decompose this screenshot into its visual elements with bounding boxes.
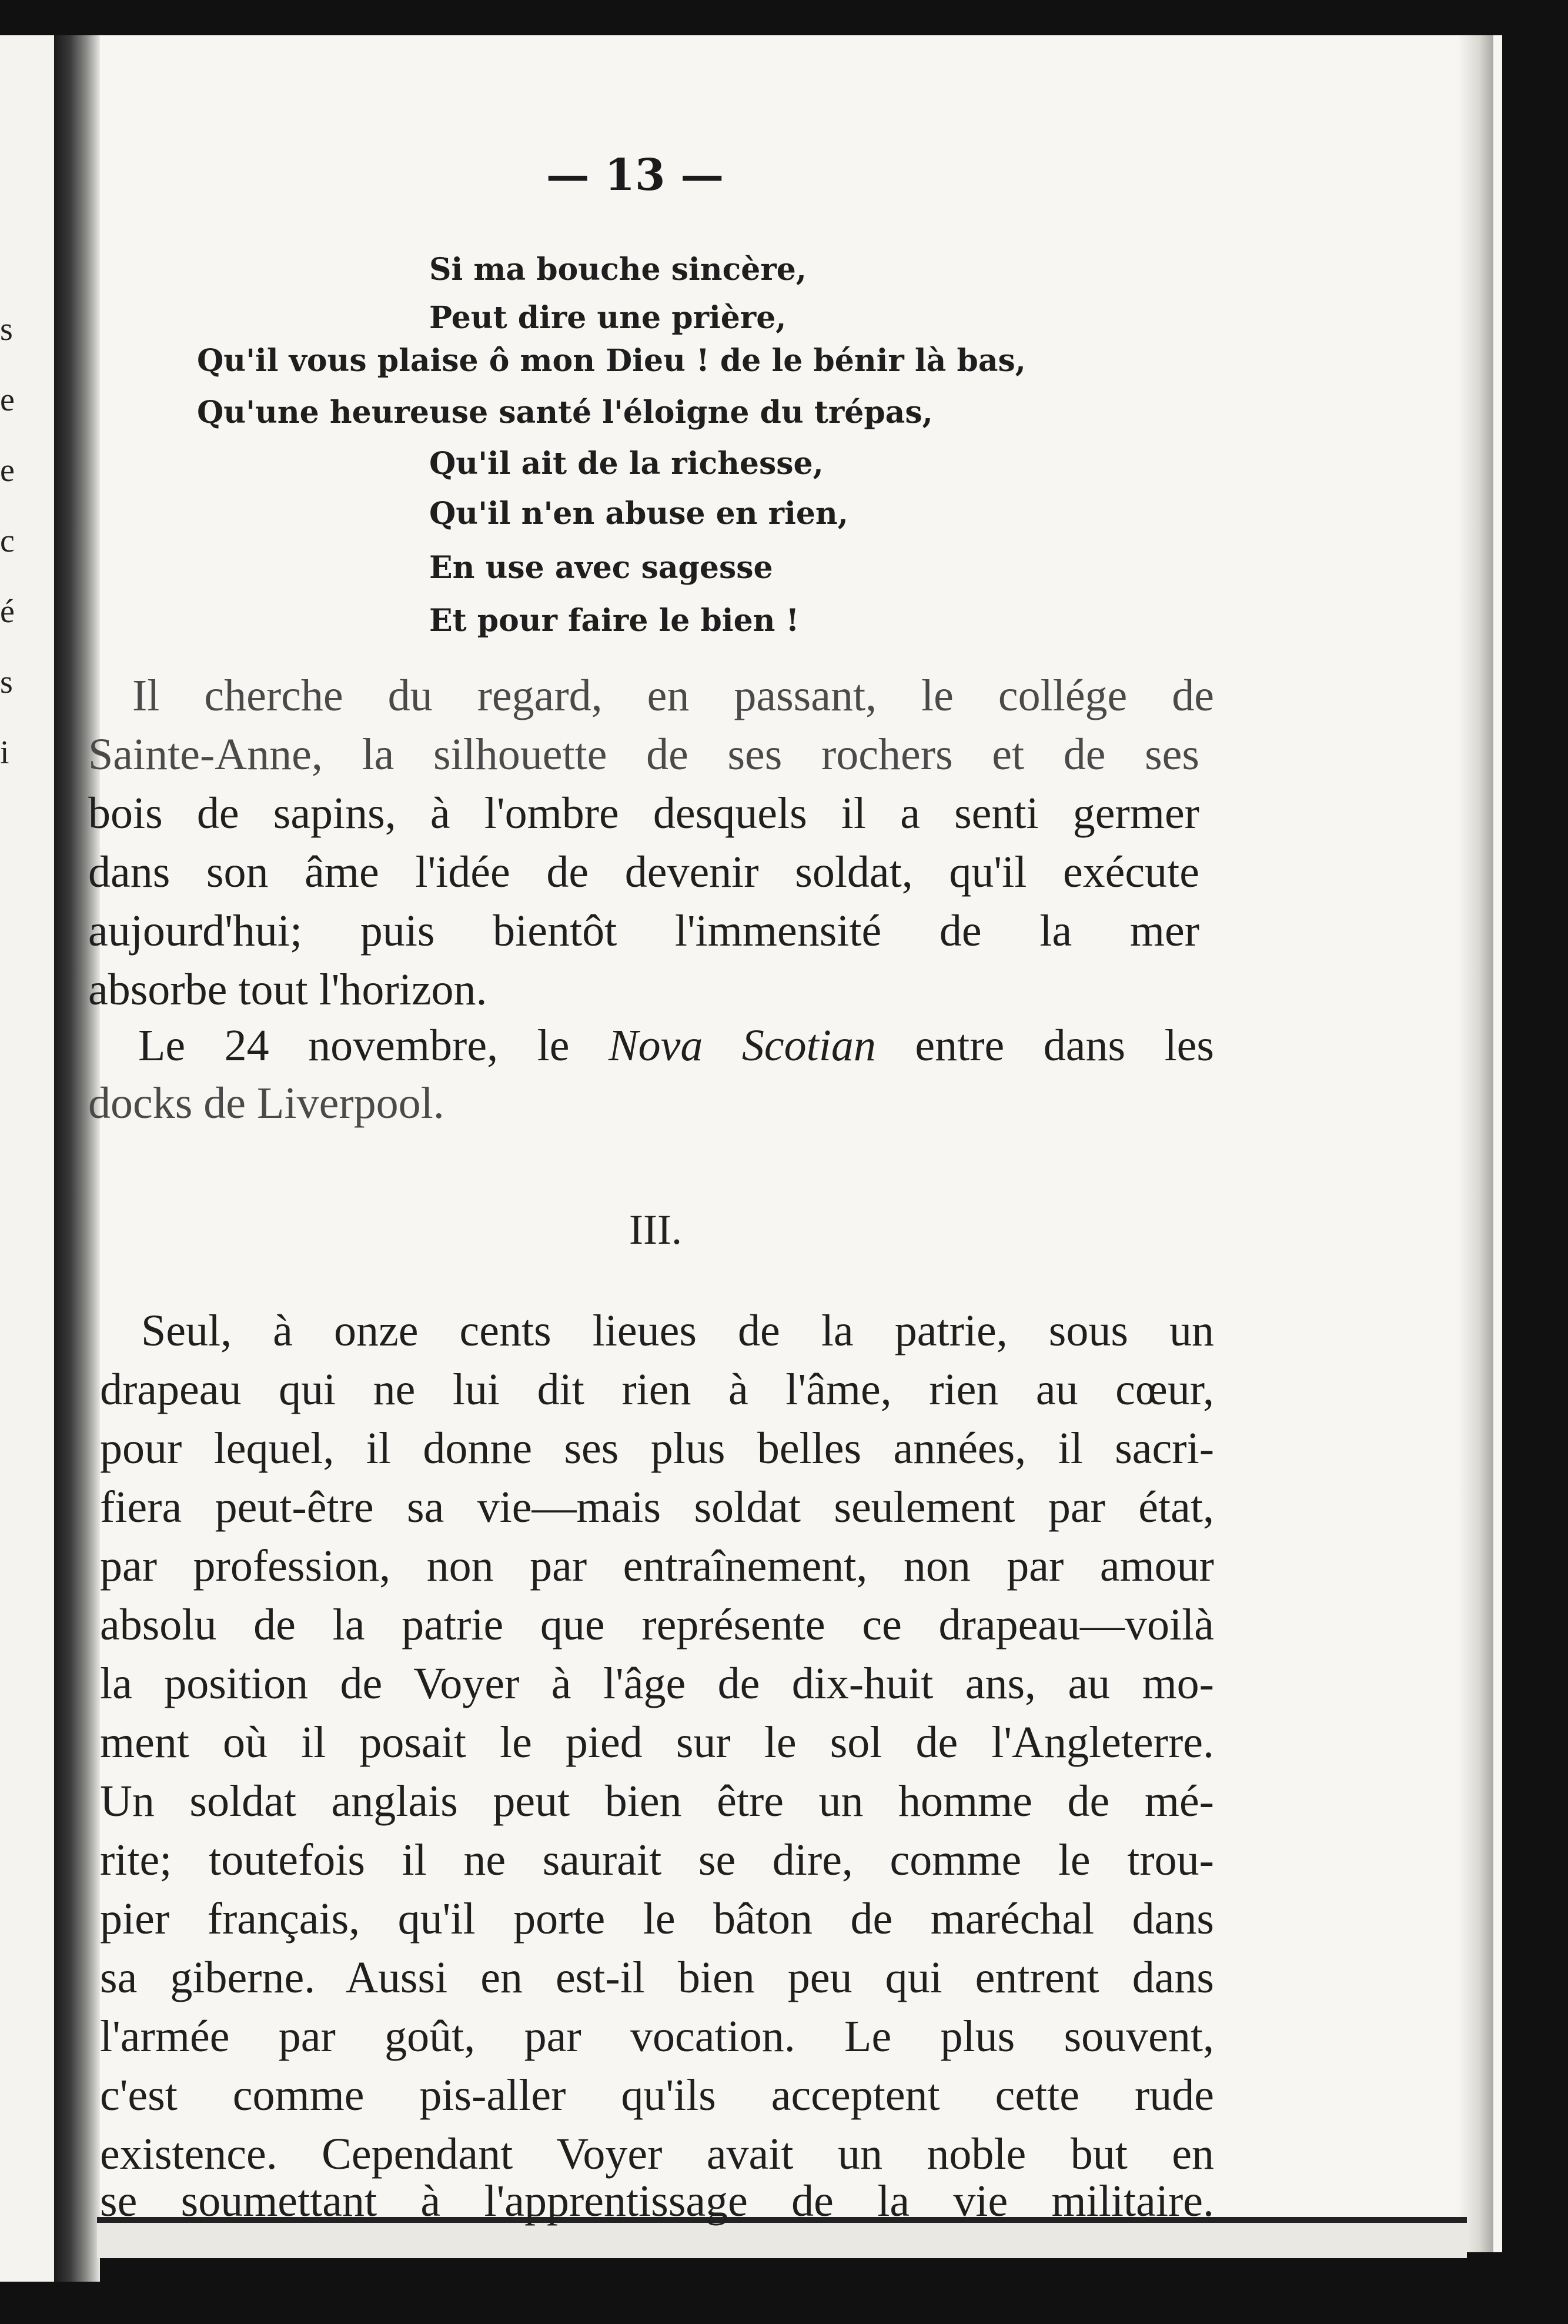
paragraph-line xyxy=(138,1020,1214,1071)
margin-letter: s xyxy=(0,664,13,700)
paragraph-line: Un soldat anglais peut bien être un homme de mé- xyxy=(100,1777,1214,1826)
margin-letter: e xyxy=(0,382,15,418)
paragraph-line: sa giberne. Aussi en est-il bien peu qui entrent dans xyxy=(100,1953,1214,2002)
paragraph-line: absolu de la patrie que représente ce drapeau—voilà xyxy=(100,1600,1214,1649)
section-heading: III. xyxy=(629,1206,682,1253)
paragraph-line: c'est comme pis-aller qu'ils acceptent cette rude xyxy=(100,2071,1214,2120)
poem-line: Qu'il n'en abuse en rien, xyxy=(429,496,848,532)
text-run: entre dans les xyxy=(875,1021,1214,1070)
paragraph-line: existence. Cependant Voyer avait un noble but en xyxy=(100,2129,1214,2179)
poem-line: En use avec sagesse xyxy=(429,550,773,586)
page-number: — 13 — xyxy=(546,150,724,201)
paragraph-line: drapeau qui ne lui dit rien à l'âme, rien au cœur, xyxy=(100,1365,1214,1414)
paragraph-line: rite; toutefois il ne saurait se dire, comme le trou- xyxy=(100,1835,1214,1885)
paragraph-line: bois de sapins, à l'ombre desquels il a senti germer xyxy=(88,789,1199,838)
poem-line: Qu'il ait de la richesse, xyxy=(429,446,824,482)
paragraph-line: aujourd'hui; puis bientôt l'immensité de la mer xyxy=(88,906,1199,956)
paragraph-line: l'armée par goût, par vocation. Le plus souvent, xyxy=(100,2012,1214,2061)
poem-line: Et pour faire le bien ! xyxy=(429,603,800,639)
previous-page-margin-letters xyxy=(0,294,24,788)
margin-letter: s xyxy=(0,311,13,348)
ship-name: Nova Scotian xyxy=(608,1021,876,1070)
paragraph-line: absorbe tout l'horizon. xyxy=(88,965,487,1014)
page-right-edge xyxy=(1458,35,1493,2252)
book-gutter-shadow xyxy=(54,35,100,2282)
paragraph-line: docks de Liverpool. xyxy=(88,1078,444,1128)
poem-line: Peut dire une prière, xyxy=(429,300,787,336)
paragraph-line: ment où il posait le pied sur le sol de l'Angleterre. xyxy=(100,1718,1214,1767)
margin-letter: e xyxy=(0,452,15,489)
margin-letter: i xyxy=(0,734,9,771)
paragraph-line: la position de Voyer à l'âge de dix-huit ans, au mo- xyxy=(100,1659,1214,1708)
poem-line: Qu'il vous plaise ô mon Dieu ! de le bénir là bas, xyxy=(197,343,1026,379)
paragraph-line: Sainte-Anne, la silhouette de ses rochers et de ses xyxy=(88,730,1199,779)
paragraph-line: dans son âme l'idée de devenir soldat, qu'il exécute xyxy=(88,847,1199,897)
paragraph-line: fiera peut-être sa vie—mais soldat seulement par état, xyxy=(100,1482,1214,1532)
paragraph-line: Il cherche du regard, en passant, le collége de xyxy=(132,671,1214,720)
margin-letter: c xyxy=(0,523,15,559)
poem-line: Qu'une heureuse santé l'éloigne du trépas, xyxy=(197,395,933,430)
text-run: Le 24 novembre, le xyxy=(138,1021,609,1070)
paragraph-line: Seul, à onze cents lieues de la patrie, sous un xyxy=(141,1306,1214,1355)
margin-letter: é xyxy=(0,593,15,630)
paragraph-line: par profession, non par entraînement, non par amour xyxy=(100,1541,1214,1591)
paragraph-line: se soumettant à l'apprentissage de la vie militaire. xyxy=(100,2176,1214,2226)
paragraph-line: pier français, qu'il porte le bâton de maréchal dans xyxy=(100,1894,1214,1944)
poem-line: Si ma bouche sincère, xyxy=(429,252,807,288)
page-bottom-strip xyxy=(97,2223,1467,2258)
paragraph-line: pour lequel, il donne ses plus belles années, il sacri- xyxy=(100,1424,1214,1473)
